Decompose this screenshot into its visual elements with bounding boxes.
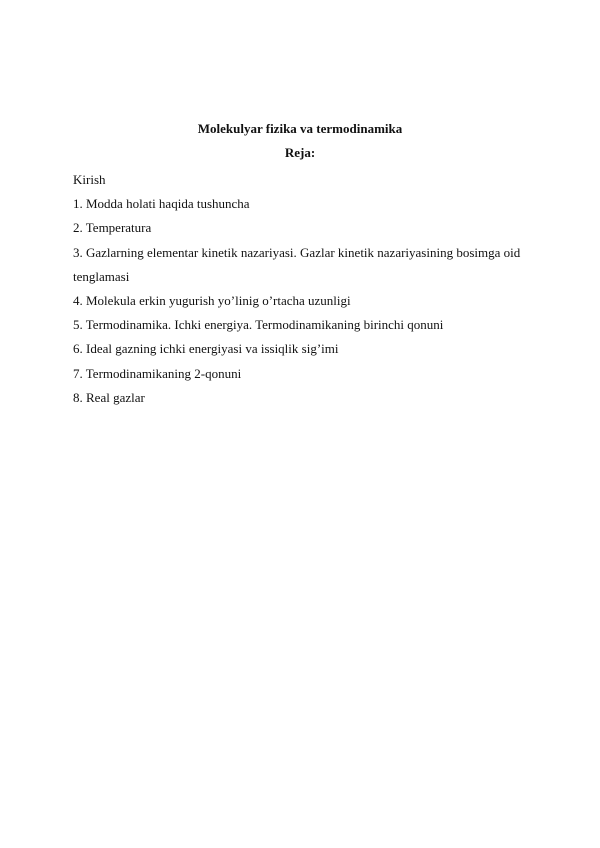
plan-item-6: 6. Ideal gazning ichki energiyasi va issiqlik sig’imi xyxy=(73,341,339,357)
plan-item-2: 2. Temperatura xyxy=(73,220,152,236)
document-title: Molekulyar fizika va termodinamika xyxy=(197,121,403,136)
plan-item-1: 1. Modda holati haqida tushuncha xyxy=(73,196,250,212)
plan-heading: Reja: xyxy=(284,145,316,160)
plan-item-3: 3. Gazlarning elementar kinetik nazariyasi. Gazlar kinetik nazariyasining bosimga oid tenglamasi xyxy=(73,244,521,284)
plan-item-7: 7. Termodinamikaning 2-qonuni xyxy=(73,365,242,381)
plan-item-4: 4. Molekula erkin yugurish yo’linig o’rtacha uzunligi xyxy=(73,293,351,309)
plan-list xyxy=(73,168,533,410)
plan-item-5: 5. Termodinamika. Ichki energiya. Termodinamikaning birinchi qonuni xyxy=(73,317,444,333)
plan-item-8: 8. Real gazlar xyxy=(73,389,145,405)
plan-item-intro: Kirish xyxy=(73,172,106,187)
